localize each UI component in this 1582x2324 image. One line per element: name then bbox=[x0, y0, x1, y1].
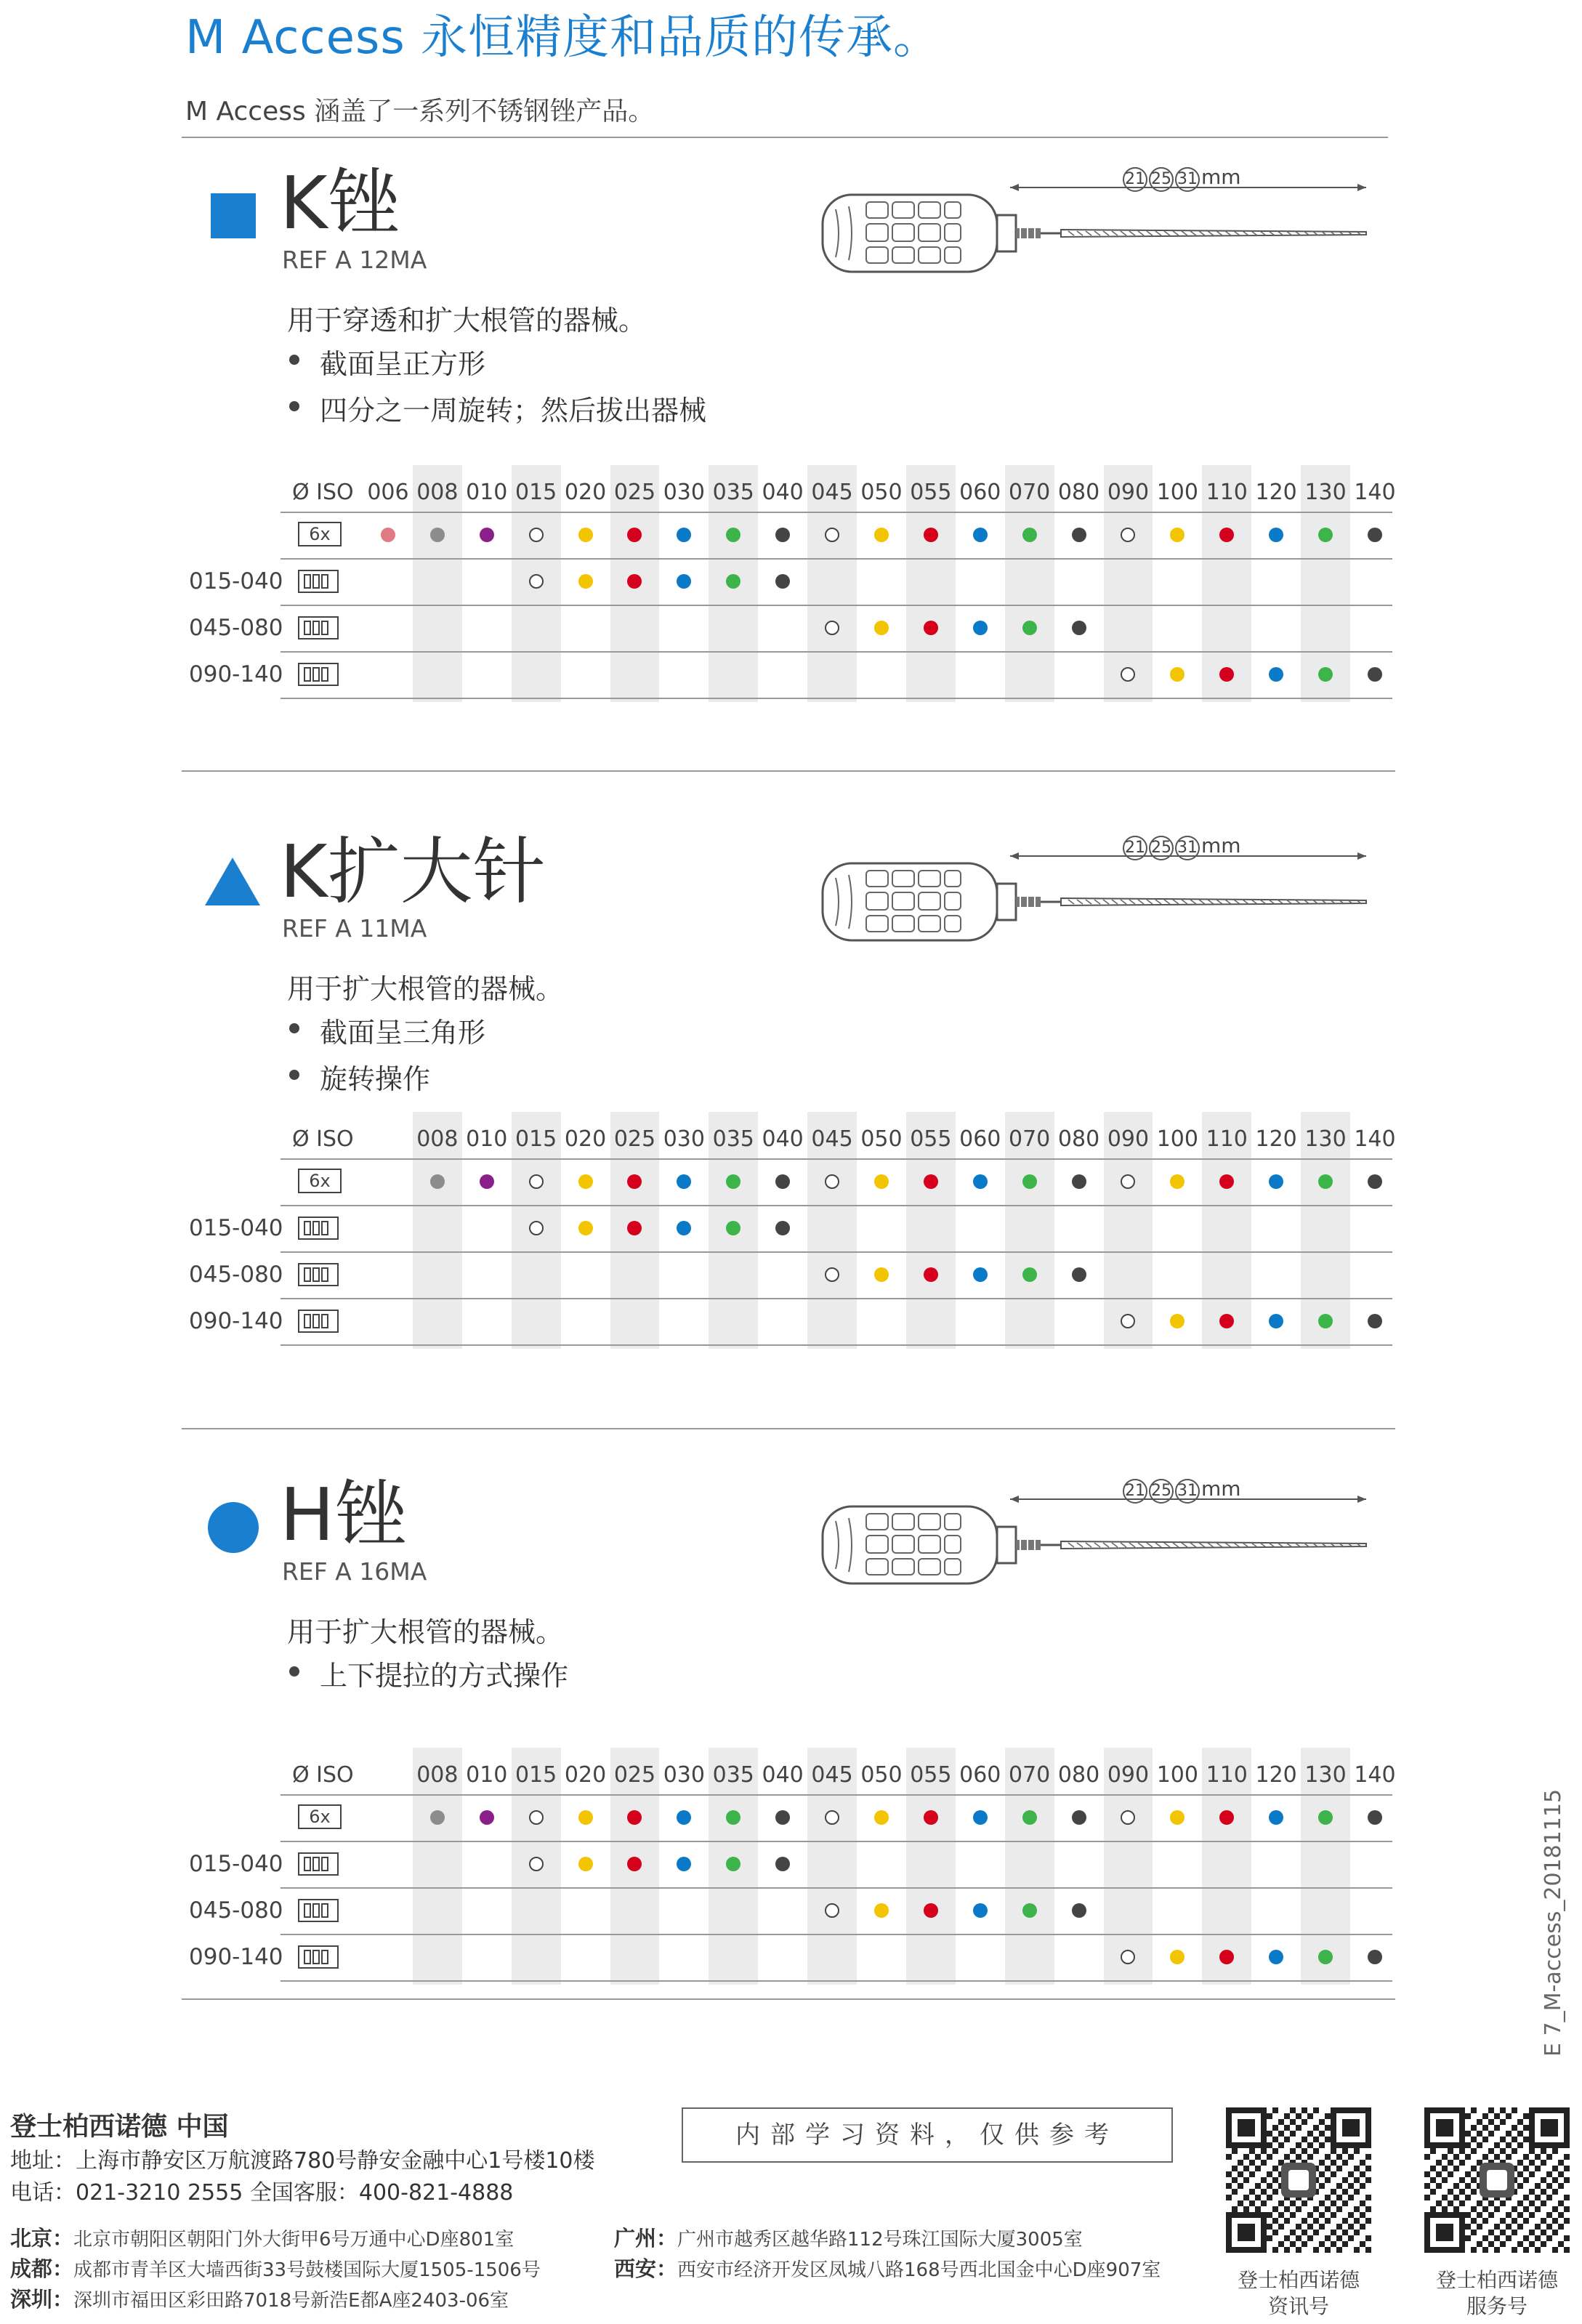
office-city: 北京： bbox=[10, 2226, 74, 2251]
circle-icon bbox=[208, 1502, 259, 1553]
section-title: H锉 bbox=[280, 1472, 408, 1557]
size-color-dot bbox=[1072, 1174, 1086, 1189]
size-color-dot bbox=[430, 528, 445, 542]
iso-size-header: 080 bbox=[1057, 480, 1100, 505]
pack-slot bbox=[304, 1903, 311, 1918]
size-color-dot bbox=[1170, 528, 1185, 542]
iso-size-header: 100 bbox=[1156, 1762, 1198, 1788]
pack-slot bbox=[321, 1314, 328, 1328]
iso-size-header: 050 bbox=[860, 1762, 903, 1788]
office-street: 成都市青羊区大墙西街33号鼓楼国际大厦1505-1506号 bbox=[73, 2259, 541, 2281]
size-color-dot bbox=[825, 621, 839, 635]
pack-slot bbox=[321, 1950, 328, 1964]
pack-slot bbox=[304, 1221, 311, 1235]
table-row-divider bbox=[281, 1298, 1392, 1299]
section-divider bbox=[182, 770, 1395, 772]
iso-size-header: 015 bbox=[515, 1762, 557, 1788]
blister-pack-icon bbox=[298, 1310, 339, 1333]
instrument-illustration bbox=[821, 820, 1373, 943]
iso-size-header: 140 bbox=[1354, 1126, 1396, 1152]
size-color-dot bbox=[1368, 1314, 1382, 1328]
office-city: 广州： bbox=[614, 2226, 678, 2251]
length-31: 31 bbox=[1175, 167, 1200, 192]
size-color-dot bbox=[1170, 1810, 1185, 1825]
pack-slot bbox=[312, 1267, 320, 1282]
size-color-dot bbox=[874, 1903, 889, 1918]
size-color-dot bbox=[430, 1810, 445, 1825]
size-color-dot bbox=[1170, 1174, 1185, 1189]
iso-size-header: 008 bbox=[416, 1762, 459, 1788]
office-address bbox=[10, 2283, 509, 2313]
size-color-dot bbox=[1022, 621, 1037, 635]
iso-size-header: 020 bbox=[564, 1762, 607, 1788]
pack-slot bbox=[312, 1221, 320, 1235]
pack-slot bbox=[321, 1267, 328, 1282]
blister-pack-icon bbox=[298, 1852, 339, 1876]
size-color-dot bbox=[1368, 667, 1382, 682]
size-color-dot bbox=[1170, 1314, 1185, 1328]
pack-slot bbox=[312, 574, 320, 589]
blister-pack-icon bbox=[298, 1899, 339, 1922]
office-street: 深圳市福田区彩田路7018号新浩E都A座2403-06室 bbox=[73, 2290, 509, 2312]
size-color-dot bbox=[1318, 1314, 1333, 1328]
size-color-dot bbox=[874, 528, 889, 542]
iso-size-header: 140 bbox=[1354, 1762, 1396, 1788]
office-address bbox=[614, 2253, 1161, 2283]
size-color-dot bbox=[1368, 1950, 1382, 1964]
office-city: 成都： bbox=[10, 2256, 74, 2281]
size-color-dot bbox=[529, 574, 544, 589]
size-color-dot bbox=[973, 1810, 988, 1825]
size-color-dot bbox=[529, 1174, 544, 1189]
table-row-divider bbox=[281, 1794, 1392, 1796]
size-color-dot bbox=[924, 621, 938, 635]
iso-size-header: 070 bbox=[1009, 1762, 1051, 1788]
iso-size-header: 055 bbox=[910, 480, 952, 505]
pack-slot bbox=[304, 667, 311, 682]
iso-size-header: 050 bbox=[860, 1126, 903, 1152]
size-color-dot bbox=[1022, 528, 1037, 542]
table-bottom-line bbox=[281, 698, 1392, 699]
table-bottom-line bbox=[281, 1980, 1392, 1982]
pack-slot bbox=[321, 621, 328, 635]
size-color-dot bbox=[578, 1857, 593, 1871]
length-options bbox=[1123, 165, 1241, 192]
iso-size-header: 055 bbox=[910, 1126, 952, 1152]
size-color-dot bbox=[578, 528, 593, 542]
length-unit: mm bbox=[1201, 1477, 1241, 1501]
pack-slot bbox=[312, 1903, 320, 1918]
size-color-dot bbox=[677, 1857, 691, 1871]
qr-caption: 资讯号 bbox=[1267, 2294, 1329, 2318]
file-svg bbox=[821, 820, 1373, 943]
table-row-divider bbox=[281, 605, 1392, 606]
iso-size-header: 015 bbox=[515, 480, 557, 505]
iso-size-header: 006 bbox=[367, 480, 409, 505]
iso-size-header: 020 bbox=[564, 1126, 607, 1152]
instrument-illustration bbox=[821, 151, 1373, 275]
size-color-dot bbox=[480, 528, 494, 542]
section-description: 用于扩大根管的器械。 bbox=[287, 1616, 564, 1648]
table-row-divider bbox=[281, 1158, 1392, 1160]
table-row-divider bbox=[281, 1887, 1392, 1889]
qr-svg bbox=[1424, 2107, 1570, 2253]
row-size-range: 015-040 bbox=[189, 568, 283, 594]
size-color-dot bbox=[381, 528, 395, 542]
size-color-dot bbox=[529, 1810, 544, 1825]
section-divider bbox=[182, 1998, 1395, 2000]
size-color-dot bbox=[924, 1174, 938, 1189]
size-color-dot bbox=[1170, 1950, 1185, 1964]
pack-slot bbox=[304, 574, 311, 589]
iso-size-header: 025 bbox=[613, 1762, 656, 1788]
instrument-illustration bbox=[821, 1463, 1373, 1586]
section-ref: REF A 12MA bbox=[282, 246, 427, 274]
triangle-icon bbox=[205, 858, 260, 905]
iso-size-header: 060 bbox=[959, 1126, 1001, 1152]
size-color-dot bbox=[1318, 667, 1333, 682]
pack-slot bbox=[312, 1950, 320, 1964]
iso-size-header: 130 bbox=[1304, 1762, 1347, 1788]
size-color-dot bbox=[1022, 1174, 1037, 1189]
size-color-dot bbox=[1368, 1174, 1382, 1189]
size-color-dot bbox=[578, 1221, 593, 1235]
size-color-dot bbox=[1072, 621, 1086, 635]
pack-slot bbox=[321, 1221, 328, 1235]
pack-6x-label: 6x bbox=[298, 1169, 342, 1193]
size-color-dot bbox=[973, 1267, 988, 1282]
size-color-dot bbox=[677, 528, 691, 542]
section-ref: REF A 11MA bbox=[282, 914, 427, 943]
size-color-dot bbox=[973, 528, 988, 542]
length-21: 21 bbox=[1123, 836, 1147, 860]
square-icon bbox=[211, 193, 256, 238]
size-color-dot bbox=[973, 621, 988, 635]
size-color-dot bbox=[529, 1221, 544, 1235]
file-svg bbox=[821, 1463, 1373, 1586]
iso-size-header: 060 bbox=[959, 1762, 1001, 1788]
iso-size-header: 040 bbox=[762, 480, 804, 505]
iso-size-header: 045 bbox=[811, 1126, 853, 1152]
iso-size-header: 008 bbox=[416, 1126, 459, 1152]
length-unit: mm bbox=[1201, 834, 1241, 858]
iso-size-header: 140 bbox=[1354, 480, 1396, 505]
iso-size-header: 030 bbox=[663, 480, 705, 505]
size-color-dot bbox=[480, 1174, 494, 1189]
size-color-dot bbox=[1072, 1903, 1086, 1918]
iso-size-header: 090 bbox=[1107, 1762, 1150, 1788]
size-color-dot bbox=[775, 1174, 790, 1189]
length-31: 31 bbox=[1175, 836, 1200, 860]
size-color-dot bbox=[1368, 528, 1382, 542]
table-row-divider bbox=[281, 1205, 1392, 1206]
qr-code-icon bbox=[1226, 2107, 1371, 2253]
size-color-dot bbox=[677, 1174, 691, 1189]
table-row-divider bbox=[281, 1251, 1392, 1253]
iso-header-label: Ø ISO bbox=[292, 1762, 354, 1788]
feature-bullet: 旋转操作 bbox=[320, 1057, 430, 1097]
iso-size-header: 060 bbox=[959, 480, 1001, 505]
iso-size-header: 030 bbox=[663, 1762, 705, 1788]
length-25: 25 bbox=[1149, 836, 1174, 860]
office-address bbox=[10, 2222, 514, 2252]
row-size-range: 045-080 bbox=[189, 1897, 283, 1924]
iso-size-header: 035 bbox=[712, 1762, 754, 1788]
size-color-dot bbox=[1368, 1810, 1382, 1825]
size-color-dot bbox=[1072, 1267, 1086, 1282]
iso-size-header: 010 bbox=[466, 480, 508, 505]
length-21: 21 bbox=[1123, 1479, 1147, 1504]
blister-pack-icon bbox=[298, 570, 339, 593]
office-street: 广州市越秀区越华路112号珠江国际大厦3005室 bbox=[677, 2229, 1083, 2251]
size-color-dot bbox=[825, 1903, 839, 1918]
size-color-dot bbox=[924, 528, 938, 542]
iso-size-header: 030 bbox=[663, 1126, 705, 1152]
document-code: E 7_M-access_20181115 bbox=[1541, 1788, 1566, 2057]
iso-size-header: 100 bbox=[1156, 480, 1198, 505]
page-subtitle: M Access 涵盖了一系列不锈钢锉产品。 bbox=[185, 97, 655, 126]
iso-size-header: 055 bbox=[910, 1762, 952, 1788]
size-color-dot bbox=[1318, 1950, 1333, 1964]
table-row-divider bbox=[281, 512, 1392, 513]
iso-size-header: 120 bbox=[1255, 1762, 1297, 1788]
qr-caption: 登士柏西诺德 bbox=[1237, 2268, 1360, 2292]
size-color-dot bbox=[1170, 667, 1185, 682]
length-unit: mm bbox=[1201, 165, 1241, 189]
office-street: 西安市经济开发区凤城八路168号西北国金中心D座907室 bbox=[677, 2259, 1161, 2281]
table-row-divider bbox=[281, 651, 1392, 653]
size-color-dot bbox=[924, 1267, 938, 1282]
iso-size-header: 110 bbox=[1206, 1126, 1248, 1152]
feature-bullet: 上下提拉的方式操作 bbox=[320, 1653, 568, 1693]
row-size-range: 015-040 bbox=[189, 1215, 283, 1241]
size-color-dot bbox=[1072, 528, 1086, 542]
size-color-dot bbox=[874, 1810, 889, 1825]
size-color-dot bbox=[1269, 1950, 1283, 1964]
size-color-dot bbox=[1022, 1267, 1037, 1282]
table-row-divider bbox=[281, 1841, 1392, 1842]
size-color-dot bbox=[775, 1857, 790, 1871]
iso-header-label: Ø ISO bbox=[292, 480, 354, 505]
office-city: 西安： bbox=[614, 2256, 678, 2281]
section-title: K锉 bbox=[280, 161, 400, 246]
size-color-dot bbox=[1269, 1810, 1283, 1825]
pack-slot bbox=[312, 1314, 320, 1328]
office-address bbox=[10, 2253, 541, 2283]
iso-size-header: 040 bbox=[762, 1126, 804, 1152]
page-title: M Access 永恒精度和品质的传承。 bbox=[185, 11, 940, 65]
size-color-dot bbox=[775, 1810, 790, 1825]
size-color-dot bbox=[578, 1810, 593, 1825]
section-description: 用于扩大根管的器械。 bbox=[287, 973, 564, 1005]
row-size-range: 090-140 bbox=[189, 1308, 283, 1334]
length-options bbox=[1123, 834, 1241, 860]
iso-size-header: 025 bbox=[613, 480, 656, 505]
iso-size-header: 045 bbox=[811, 480, 853, 505]
iso-size-header: 008 bbox=[416, 480, 459, 505]
size-color-dot bbox=[578, 574, 593, 589]
table-row-divider bbox=[281, 558, 1392, 560]
footer-company: 登士柏西诺德 中国 bbox=[10, 2112, 229, 2142]
size-color-dot bbox=[924, 1903, 938, 1918]
size-color-dot bbox=[775, 1221, 790, 1235]
section-title: K扩大针 bbox=[280, 829, 546, 914]
size-color-dot bbox=[1269, 1174, 1283, 1189]
blister-pack-icon bbox=[298, 1217, 339, 1240]
pack-slot bbox=[321, 667, 328, 682]
pack-slot bbox=[312, 667, 320, 682]
size-color-dot bbox=[973, 1174, 988, 1189]
office-city: 深圳： bbox=[10, 2287, 74, 2312]
pack-slot bbox=[304, 1857, 311, 1871]
pack-slot bbox=[321, 574, 328, 589]
size-color-dot bbox=[1022, 1810, 1037, 1825]
size-color-dot bbox=[825, 528, 839, 542]
size-color-dot bbox=[1022, 1903, 1037, 1918]
qr-svg bbox=[1226, 2107, 1371, 2253]
iso-header-label: Ø ISO bbox=[292, 1126, 354, 1152]
iso-size-header: 070 bbox=[1009, 1126, 1051, 1152]
size-color-dot bbox=[529, 1857, 544, 1871]
size-color-dot bbox=[825, 1267, 839, 1282]
row-size-range: 045-080 bbox=[189, 615, 283, 641]
size-color-dot bbox=[677, 574, 691, 589]
feature-bullet: 截面呈正方形 bbox=[320, 342, 485, 382]
length-31: 31 bbox=[1175, 1479, 1200, 1504]
feature-bullet: 四分之一周旋转；然后拔出器械 bbox=[320, 388, 706, 428]
iso-size-header: 020 bbox=[564, 480, 607, 505]
feature-bullet: 截面呈三角形 bbox=[320, 1010, 485, 1050]
size-color-dot bbox=[1318, 528, 1333, 542]
size-color-dot bbox=[677, 1810, 691, 1825]
qr-caption: 登士柏西诺德 bbox=[1435, 2268, 1558, 2292]
size-color-dot bbox=[480, 1810, 494, 1825]
iso-size-header: 110 bbox=[1206, 1762, 1248, 1788]
length-25: 25 bbox=[1149, 167, 1174, 192]
size-color-dot bbox=[1072, 1810, 1086, 1825]
pack-slot bbox=[304, 1950, 311, 1964]
blister-pack-icon bbox=[298, 1263, 339, 1286]
iso-size-header: 130 bbox=[1304, 1126, 1347, 1152]
iso-size-header: 130 bbox=[1304, 480, 1347, 505]
pack-slot bbox=[304, 621, 311, 635]
pack-slot bbox=[321, 1903, 328, 1918]
iso-size-header: 120 bbox=[1255, 480, 1297, 505]
pack-slot bbox=[304, 1267, 311, 1282]
size-color-dot bbox=[578, 1174, 593, 1189]
size-color-dot bbox=[924, 1810, 938, 1825]
size-color-dot bbox=[874, 1267, 889, 1282]
pack-slot bbox=[312, 621, 320, 635]
iso-size-header: 040 bbox=[762, 1762, 804, 1788]
size-color-dot bbox=[677, 1221, 691, 1235]
size-color-dot bbox=[1318, 1174, 1333, 1189]
pack-6x-label: 6x bbox=[298, 522, 342, 546]
iso-size-header: 090 bbox=[1107, 1126, 1150, 1152]
iso-size-header: 090 bbox=[1107, 480, 1150, 505]
internal-use-notice: 内部学习资料，仅供参考 bbox=[682, 2107, 1173, 2163]
length-25: 25 bbox=[1149, 1479, 1174, 1504]
pack-slot bbox=[321, 1857, 328, 1871]
iso-size-header: 100 bbox=[1156, 1126, 1198, 1152]
row-size-range: 090-140 bbox=[189, 1944, 283, 1970]
footer-address: 地址：上海市静安区万航渡路780号静安金融中心1号楼10楼 bbox=[10, 2148, 595, 2174]
size-color-dot bbox=[430, 1174, 445, 1189]
office-address bbox=[614, 2222, 1083, 2252]
blister-pack-icon bbox=[298, 616, 339, 639]
file-svg bbox=[821, 151, 1373, 275]
row-size-range: 015-040 bbox=[189, 1851, 283, 1877]
iso-size-header: 035 bbox=[712, 1126, 754, 1152]
size-color-dot bbox=[1318, 1810, 1333, 1825]
size-color-dot bbox=[973, 1903, 988, 1918]
section-ref: REF A 16MA bbox=[282, 1557, 427, 1586]
size-color-dot bbox=[775, 574, 790, 589]
size-color-dot bbox=[529, 528, 544, 542]
size-color-dot bbox=[825, 1810, 839, 1825]
office-street: 北京市朝阳区朝阳门外大街甲6号万通中心D座801室 bbox=[73, 2229, 514, 2251]
table-bottom-line bbox=[281, 1344, 1392, 1346]
size-color-dot bbox=[825, 1174, 839, 1189]
size-color-dot bbox=[874, 621, 889, 635]
qr-caption: 服务号 bbox=[1466, 2294, 1527, 2318]
section-description: 用于穿透和扩大根管的器械。 bbox=[287, 304, 647, 336]
size-color-dot bbox=[1269, 667, 1283, 682]
iso-size-header: 045 bbox=[811, 1762, 853, 1788]
iso-size-header: 080 bbox=[1057, 1126, 1100, 1152]
iso-size-header: 110 bbox=[1206, 480, 1248, 505]
pack-slot bbox=[304, 1314, 311, 1328]
header-divider bbox=[182, 137, 1388, 138]
size-color-dot bbox=[874, 1174, 889, 1189]
blister-pack-icon bbox=[298, 1945, 339, 1969]
iso-size-header: 010 bbox=[466, 1126, 508, 1152]
row-size-range: 090-140 bbox=[189, 661, 283, 687]
footer-phone: 电话：021-3210 2555 全国客服：400-821-4888 bbox=[10, 2180, 514, 2206]
blister-pack-icon bbox=[298, 663, 339, 686]
size-color-dot bbox=[1269, 528, 1283, 542]
row-size-range: 045-080 bbox=[189, 1262, 283, 1288]
qr-code-icon bbox=[1424, 2107, 1570, 2253]
iso-size-header: 025 bbox=[613, 1126, 656, 1152]
iso-size-header: 120 bbox=[1255, 1126, 1297, 1152]
pack-slot bbox=[312, 1857, 320, 1871]
iso-size-header: 080 bbox=[1057, 1762, 1100, 1788]
iso-size-header: 035 bbox=[712, 480, 754, 505]
table-row-divider bbox=[281, 1934, 1392, 1935]
length-options bbox=[1123, 1477, 1241, 1504]
iso-size-header: 015 bbox=[515, 1126, 557, 1152]
iso-size-header: 070 bbox=[1009, 480, 1051, 505]
iso-size-header: 010 bbox=[466, 1762, 508, 1788]
size-color-dot bbox=[775, 528, 790, 542]
section-divider bbox=[182, 1428, 1395, 1429]
length-21: 21 bbox=[1123, 167, 1147, 192]
pack-6x-label: 6x bbox=[298, 1804, 342, 1829]
iso-size-header: 050 bbox=[860, 480, 903, 505]
size-color-dot bbox=[1269, 1314, 1283, 1328]
